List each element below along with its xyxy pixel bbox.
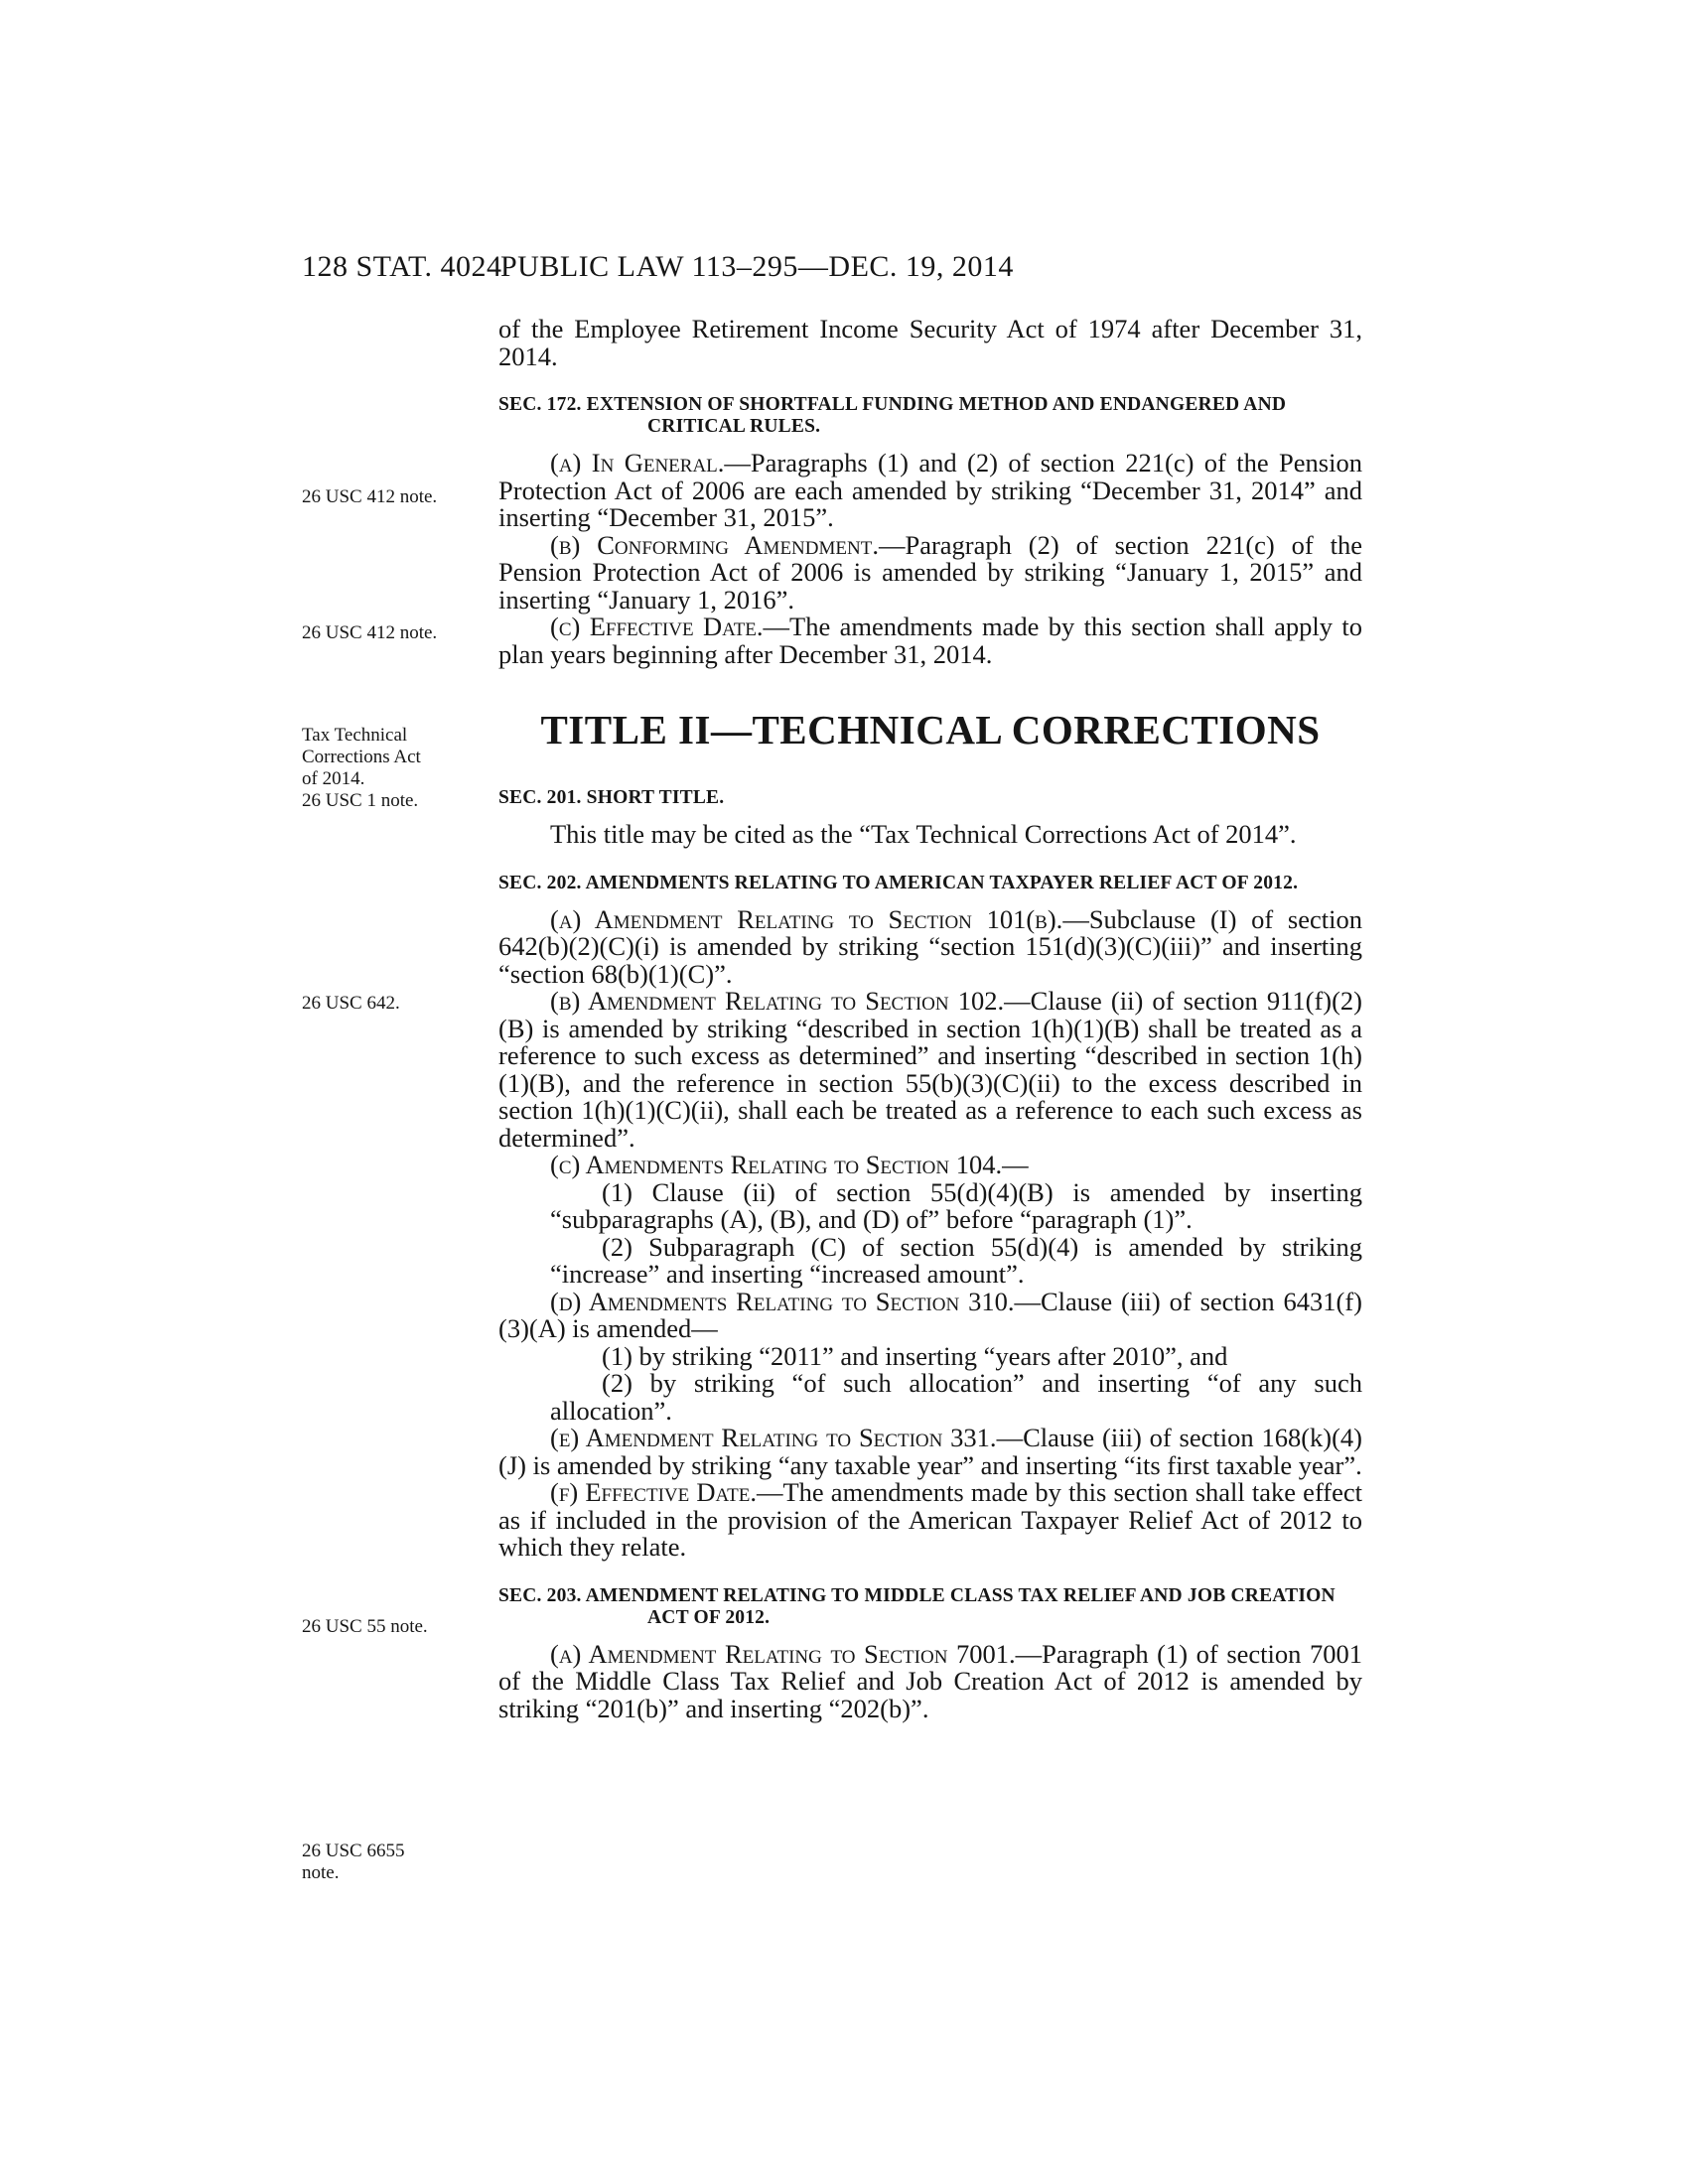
subsection-label: (a) Amendment Relating to Section 7001.: [550, 1638, 1016, 1669]
section-203-a: [498, 1638, 1362, 1723]
stat-page-number: 128 STAT. 4024: [302, 250, 502, 283]
subsection-label: (d) Amendments Relating to Section 310.: [550, 1286, 1015, 1316]
margin-note-line: 26 USC 6655: [302, 1841, 405, 1861]
subsection-text: —Subclause (I) of section 642(b)(2)(C)(i) is amended by striking “section 151(d)(3)(C)(iii)” and inserting “section 68(b)(1)(C)”.: [498, 903, 1362, 989]
subsection-label: (a) In General.: [550, 448, 725, 478]
section-172-a: [498, 450, 1362, 532]
section-203-heading: SEC. 203. AMENDMENT RELATING TO MIDDLE CLASS TAX RELIEF AND JOB CREATION ACT OF 2012.: [498, 1584, 1336, 1628]
section-201-heading: SEC. 201. SHORT TITLE.: [498, 787, 725, 808]
section-202-c-2: (2) Subparagraph (C) of section 55(d)(4) is amended by striking “increase” and inserting “increased amount”.: [550, 1231, 1362, 1289]
subsection-label: (c) Effective Date.: [550, 612, 764, 641]
section-202-d-2: (2) by striking “of such allocation” and inserting “of any such allocation”.: [550, 1368, 1362, 1426]
margin-note: 26 USC 55 note.: [302, 1616, 428, 1637]
subsection-label: (b) Amendment Relating to Section 102.: [550, 986, 1005, 1016]
subsection-text: —Clause (iii) of section 6431(f)(3)(A) is amended—: [498, 1286, 1362, 1343]
section-202-c-1: (1) Clause (ii) of section 55(d)(4)(B) is amended by inserting “subparagraphs (A), (B), and (D) of” before “paragraph (1)”.: [550, 1176, 1362, 1234]
subsection-label: (e) Amendment Relating to Section 331.: [550, 1423, 997, 1452]
margin-note-line: Tax Technical: [302, 725, 408, 746]
subsection-label: (b) Conforming Amendment.: [550, 529, 879, 560]
section-172-b: [498, 529, 1362, 614]
subsection-text: —Paragraph (1) of section 7001 of the Middle Class Tax Relief and Job Creation Act of 2012 is amended by striking “201(b)” and inserting “202(b)”.: [498, 1638, 1362, 1723]
margin-note-line: 26 USC 1 note.: [302, 790, 419, 811]
subsection-label: (f) Effective Date.: [550, 1477, 757, 1507]
subsection-text: —Clause (ii) of section 911(f)(2)(B) is amended by striking “described in section 1(h)(1)(B) shall be treated as a reference to such excess as determined” and inserting “described in section 1(h)(1)(B), and the reference in section 55(b)(3)(C)(ii) to the excess described in section 1(h)(1)(C)(ii), shall each be treated as a reference to each such excess as determined”.: [498, 986, 1362, 1153]
margin-note-usc-6655: [302, 1841, 481, 1884]
subsection-text: —Paragraph (2) of section 221(c) of the Pension Protection Act of 2006 is amended by striking “January 1, 2015” and inserting “January 1, 2016”.: [498, 529, 1362, 614]
margin-note-line: of 2014.: [302, 768, 365, 789]
subsection-text: —: [1002, 1150, 1029, 1179]
public-law-citation: PUBLIC LAW 113–295—DEC. 19, 2014: [500, 250, 1014, 283]
title-ii-heading: TITLE II—TECHNICAL CORRECTIONS: [540, 707, 1321, 752]
margin-note-line: Corrections Act: [302, 747, 421, 767]
margin-note: 26 USC 412 note.: [302, 622, 438, 643]
margin-note: 26 USC 642.: [302, 993, 400, 1014]
section-202-b: [498, 988, 1362, 1152]
running-header: [302, 250, 1235, 290]
section-202-c: [498, 1152, 1362, 1179]
section-202-e: [498, 1425, 1362, 1479]
section-201-text: This title may be cited as the “Tax Technical Corrections Act of 2014”.: [550, 819, 1297, 849]
section-202-d-1: (1) by striking “2011” and inserting “years after 2010”, and: [602, 1340, 1228, 1371]
subsection-label: (c) Amendments Relating to Section 104.: [550, 1150, 1003, 1179]
section-172-heading: SEC. 172. EXTENSION OF SHORTFALL FUNDING METHOD AND ENDANGERED AND CRITICAL RULES.: [498, 394, 1287, 437]
subsection-text: —Clause (iii) of section 168(k)(4)(J) is amended by striking “any taxable year” and inserting “its first taxable year”.: [498, 1423, 1362, 1480]
section-202-d: [498, 1286, 1362, 1343]
margin-note-line: note.: [302, 1862, 340, 1883]
section-202-heading: SEC. 202. AMENDMENTS RELATING TO AMERICAN TAXPAYER RELIEF ACT OF 2012.: [498, 872, 1299, 893]
margin-note-tax-technical-corrections: [302, 725, 481, 812]
body-text: [498, 316, 1362, 1722]
subsection-text: —Paragraphs (1) and (2) of section 221(c) of the Pension Protection Act of 2006 are each amended by striking “December 31, 2014” and inserting “December 31, 2015”.: [498, 448, 1362, 532]
subsection-text: —The amendments made by this section shall apply to plan years beginning after December 31, 2014.: [498, 612, 1362, 669]
paragraph: of the Employee Retirement Income Security Act of 1974 after December 31, 2014.: [498, 314, 1362, 371]
section-202-a: [498, 903, 1362, 989]
margin-note: 26 USC 412 note.: [302, 486, 438, 507]
section-202-f: [498, 1479, 1362, 1562]
section-172-c: [498, 614, 1362, 668]
subsection-label: (a) Amendment Relating to Section 101(b).: [550, 903, 1063, 934]
subsection-text: —The amendments made by this section shall take effect as if included in the provision of the American Taxpayer Relief Act of 2012 to which they relate.: [498, 1477, 1362, 1562]
